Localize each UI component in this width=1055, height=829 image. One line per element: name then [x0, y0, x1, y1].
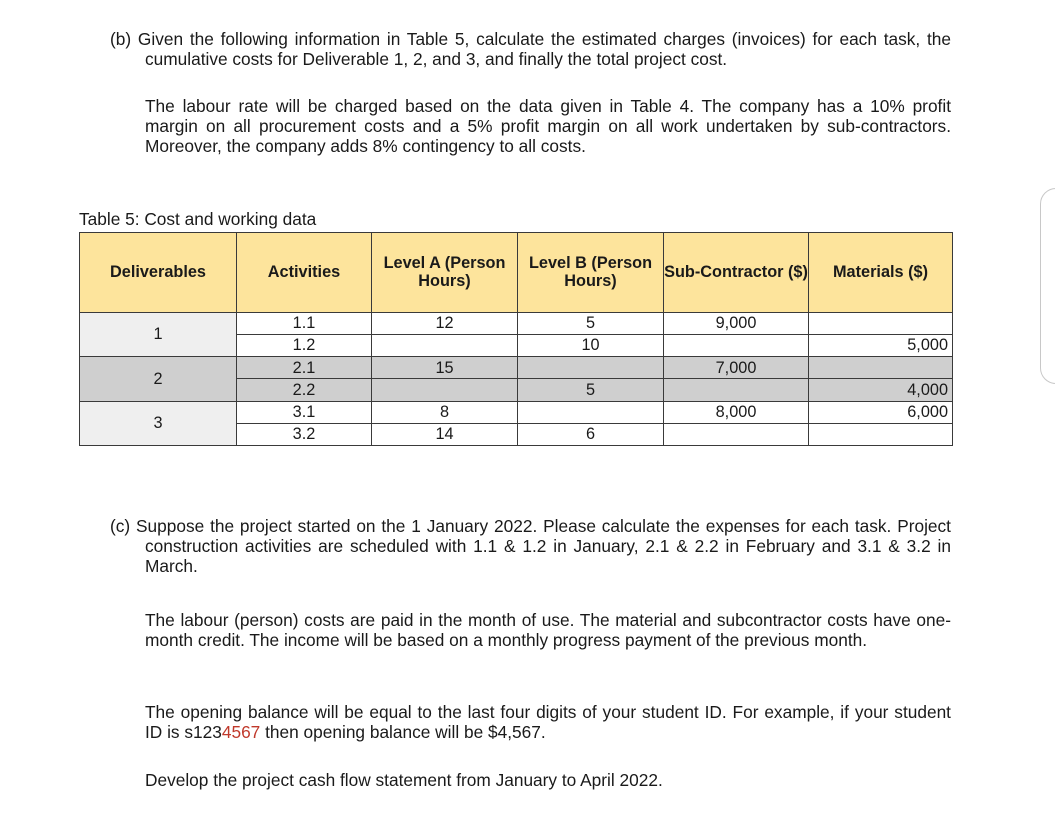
activity-cell: 2.2 [237, 379, 372, 401]
level-b-cell [518, 401, 664, 423]
subcontractor-cell [664, 379, 809, 401]
side-panel-edge [1040, 188, 1055, 384]
part-c-opening-balance [145, 702, 951, 742]
cost-working-data-table [79, 232, 953, 446]
level-a-cell [372, 379, 518, 401]
part-c-question [110, 516, 951, 576]
header-activities: Activities [237, 233, 372, 313]
part-b-details: The labour rate will be charged based on the data given in Table 4. The company has a 10% profit margin on all procurement costs and a 5% profit margin on all work undertaken by sub-contractors. Moreover, the company adds 8% contingency to all costs. [145, 96, 951, 156]
part-c-question-text: Suppose the project started on the 1 January 2022. Please calculate the expenses for each task. Project construction activities are scheduled with 1.1 & 1.2 in January, 2.1 & 2.2 in February and 3.1 & 3.2 in March. [136, 516, 951, 576]
level-a-cell: 8 [372, 401, 518, 423]
level-b-cell [518, 357, 664, 379]
materials-cell [809, 357, 953, 379]
level-a-cell: 15 [372, 357, 518, 379]
student-id-highlight: 4567 [221, 722, 261, 742]
header-level-a: Level A (Person Hours) [372, 233, 518, 313]
part-b-question-text: Given the following information in Table 5, calculate the estimated charges (invoices) for each task, the cumulative costs for Deliverable 1, 2, and 3, and finally the total project cost. [137, 29, 951, 69]
header-subcontractor: Sub-Contractor ($) [664, 233, 809, 313]
materials-cell [809, 312, 953, 334]
part-c-payments: The labour (person) costs are paid in the month of use. The material and subcontractor costs have one-month credit. The income will be based on a monthly progress payment of the previous month. [145, 610, 951, 650]
activity-cell: 2.1 [237, 357, 372, 379]
subcontractor-cell: 9,000 [664, 312, 809, 334]
table-row [80, 357, 953, 379]
level-b-cell: 5 [518, 379, 664, 401]
materials-cell: 6,000 [809, 401, 953, 423]
materials-cell: 4,000 [809, 379, 953, 401]
level-b-cell: 5 [518, 312, 664, 334]
activity-cell: 1.2 [237, 334, 372, 356]
part-b-label: (b) [110, 29, 132, 49]
materials-cell [809, 423, 953, 445]
table-row [80, 312, 953, 334]
part-c-label: (c) [110, 516, 131, 536]
level-a-cell [372, 334, 518, 356]
deliverable-cell: 1 [80, 312, 237, 356]
part-c-final-task: Develop the project cash flow statement from January to April 2022. [145, 770, 663, 790]
deliverable-cell: 2 [80, 357, 237, 401]
subcontractor-cell: 8,000 [664, 401, 809, 423]
level-b-cell: 10 [518, 334, 664, 356]
activity-cell: 3.2 [237, 423, 372, 445]
materials-cell: 5,000 [809, 334, 953, 356]
level-a-cell: 12 [372, 312, 518, 334]
table-caption: Table 5: Cost and working data [79, 209, 317, 229]
header-materials: Materials ($) [809, 233, 953, 313]
level-b-cell: 6 [518, 423, 664, 445]
activity-cell: 3.1 [237, 401, 372, 423]
subcontractor-cell [664, 423, 809, 445]
subcontractor-cell: 7,000 [664, 357, 809, 379]
table-row [80, 401, 953, 423]
level-a-cell: 14 [372, 423, 518, 445]
deliverable-cell: 3 [80, 401, 237, 445]
activity-cell: 1.1 [237, 312, 372, 334]
header-deliverables: Deliverables [80, 233, 237, 313]
opening-balance-text: The opening balance will be equal to the last four digits of your student ID. For example, if your student ID is s123 [145, 702, 951, 742]
opening-balance-text-end: then opening balance will be $4,567. [260, 722, 546, 742]
part-b-question [110, 29, 951, 69]
header-level-b: Level B (Person Hours) [518, 233, 664, 313]
subcontractor-cell [664, 334, 809, 356]
